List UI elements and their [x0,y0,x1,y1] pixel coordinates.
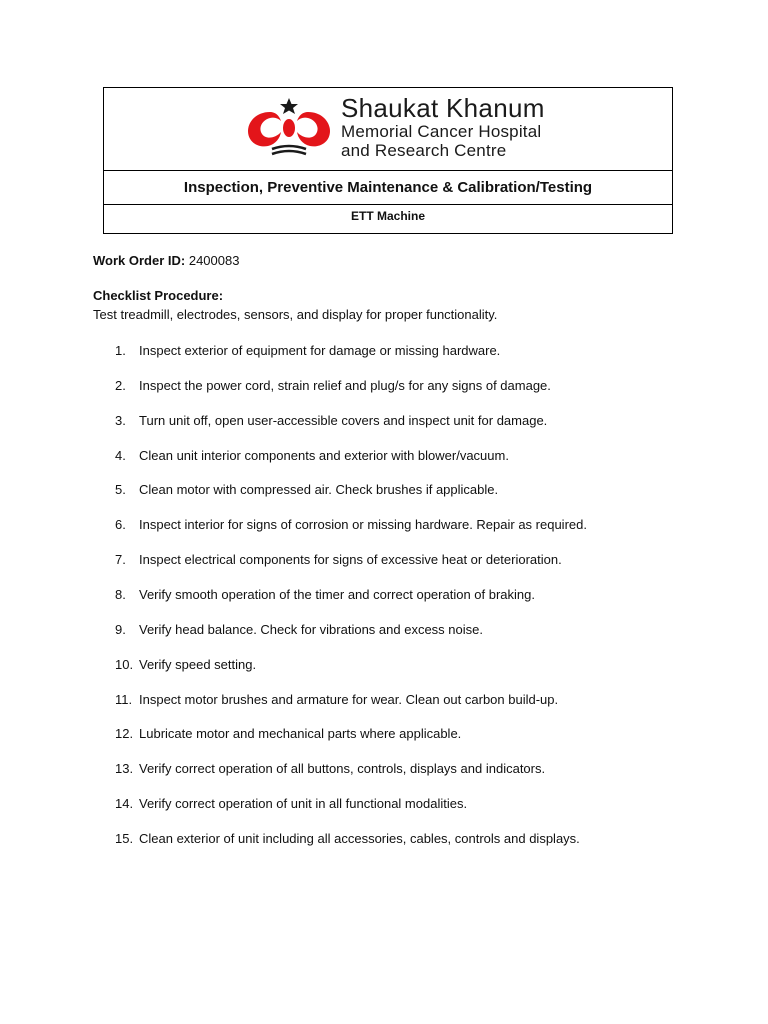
checklist-step [115,413,547,429]
step-text: Clean motor with compressed air. Check brushes if applicable. [139,482,499,498]
step-number: 4. [115,447,126,463]
step-text: Verify head balance. Check for vibrations and excess noise. [139,621,483,637]
checklist-step [115,343,500,359]
checklist-step [115,831,580,847]
step-number: 5. [115,482,126,498]
step-text: Inspect motor brushes and armature for wear. Clean out carbon build-up. [139,691,559,707]
logo-row [104,88,672,171]
step-number: 14. [115,796,134,812]
work-order-label: Work Order ID: [93,253,186,268]
step-text: Verify speed setting. [139,656,257,672]
step-text: Clean unit interior components and exterior with blower/vacuum. [139,447,509,463]
org-name-line1: Shaukat Khanum [341,93,545,123]
step-number: 13. [115,761,134,777]
work-order-value: 2400083 [188,253,240,268]
checklist-step [115,796,467,812]
checklist-step [115,726,461,742]
step-number: 2. [115,377,126,393]
checklist-step [115,622,483,638]
step-number: 8. [115,586,126,602]
checklist-step [115,761,545,777]
document-title: Inspection, Preventive Maintenance & Calibration/Testing [104,171,672,205]
checklist-step [115,482,498,498]
checklist-step [115,587,535,603]
org-name-line2: Memorial Cancer Hospital [341,122,542,141]
step-text: Verify correct operation of unit in all functional modalities. [139,796,468,812]
step-number: 3. [115,412,126,428]
step-text: Verify correct operation of all buttons, controls, displays and indicators. [139,761,546,777]
checklist-step [115,448,509,464]
step-number: 10. [115,656,134,672]
step-number: 7. [115,552,126,568]
checklist-step [115,692,558,708]
step-text: Verify smooth operation of the timer and correct operation of braking. [139,586,535,602]
document-header [103,87,673,234]
step-text: Inspect interior for signs of corrosion or missing hardware. Repair as required. [139,517,587,533]
checklist-description: Test treadmill, electrodes, sensors, and display for proper functionality. [93,307,498,322]
checklist-step [115,378,551,394]
step-text: Lubricate motor and mechanical parts where applicable. [139,726,462,742]
step-number: 11. [115,691,133,707]
step-text: Inspect the power cord, strain relief and plug/s for any signs of damage. [139,377,551,393]
org-name-line3: and Research Centre [341,141,507,160]
checklist-step [115,517,587,533]
checklist-step [115,552,562,568]
step-text: Turn unit off, open user-accessible covers and inspect unit for damage. [139,412,548,428]
step-text: Inspect electrical components for signs of excessive heat or deterioration. [139,552,562,568]
step-number: 12. [115,726,134,742]
hospital-logo-icon [248,96,330,160]
step-number: 1. [115,343,126,358]
step-number: 15. [115,830,134,846]
checklist-label: Checklist Procedure: [93,288,224,303]
organization-name [341,94,545,160]
work-order [93,253,239,268]
checklist-step [115,657,256,673]
step-number: 6. [115,517,126,533]
step-number: 9. [115,621,126,637]
step-text: Inspect exterior of equipment for damage or missing hardware. [139,343,501,358]
document-subtitle: ETT Machine [350,209,425,223]
step-text: Clean exterior of unit including all accessories, cables, controls and displays. [139,830,580,846]
